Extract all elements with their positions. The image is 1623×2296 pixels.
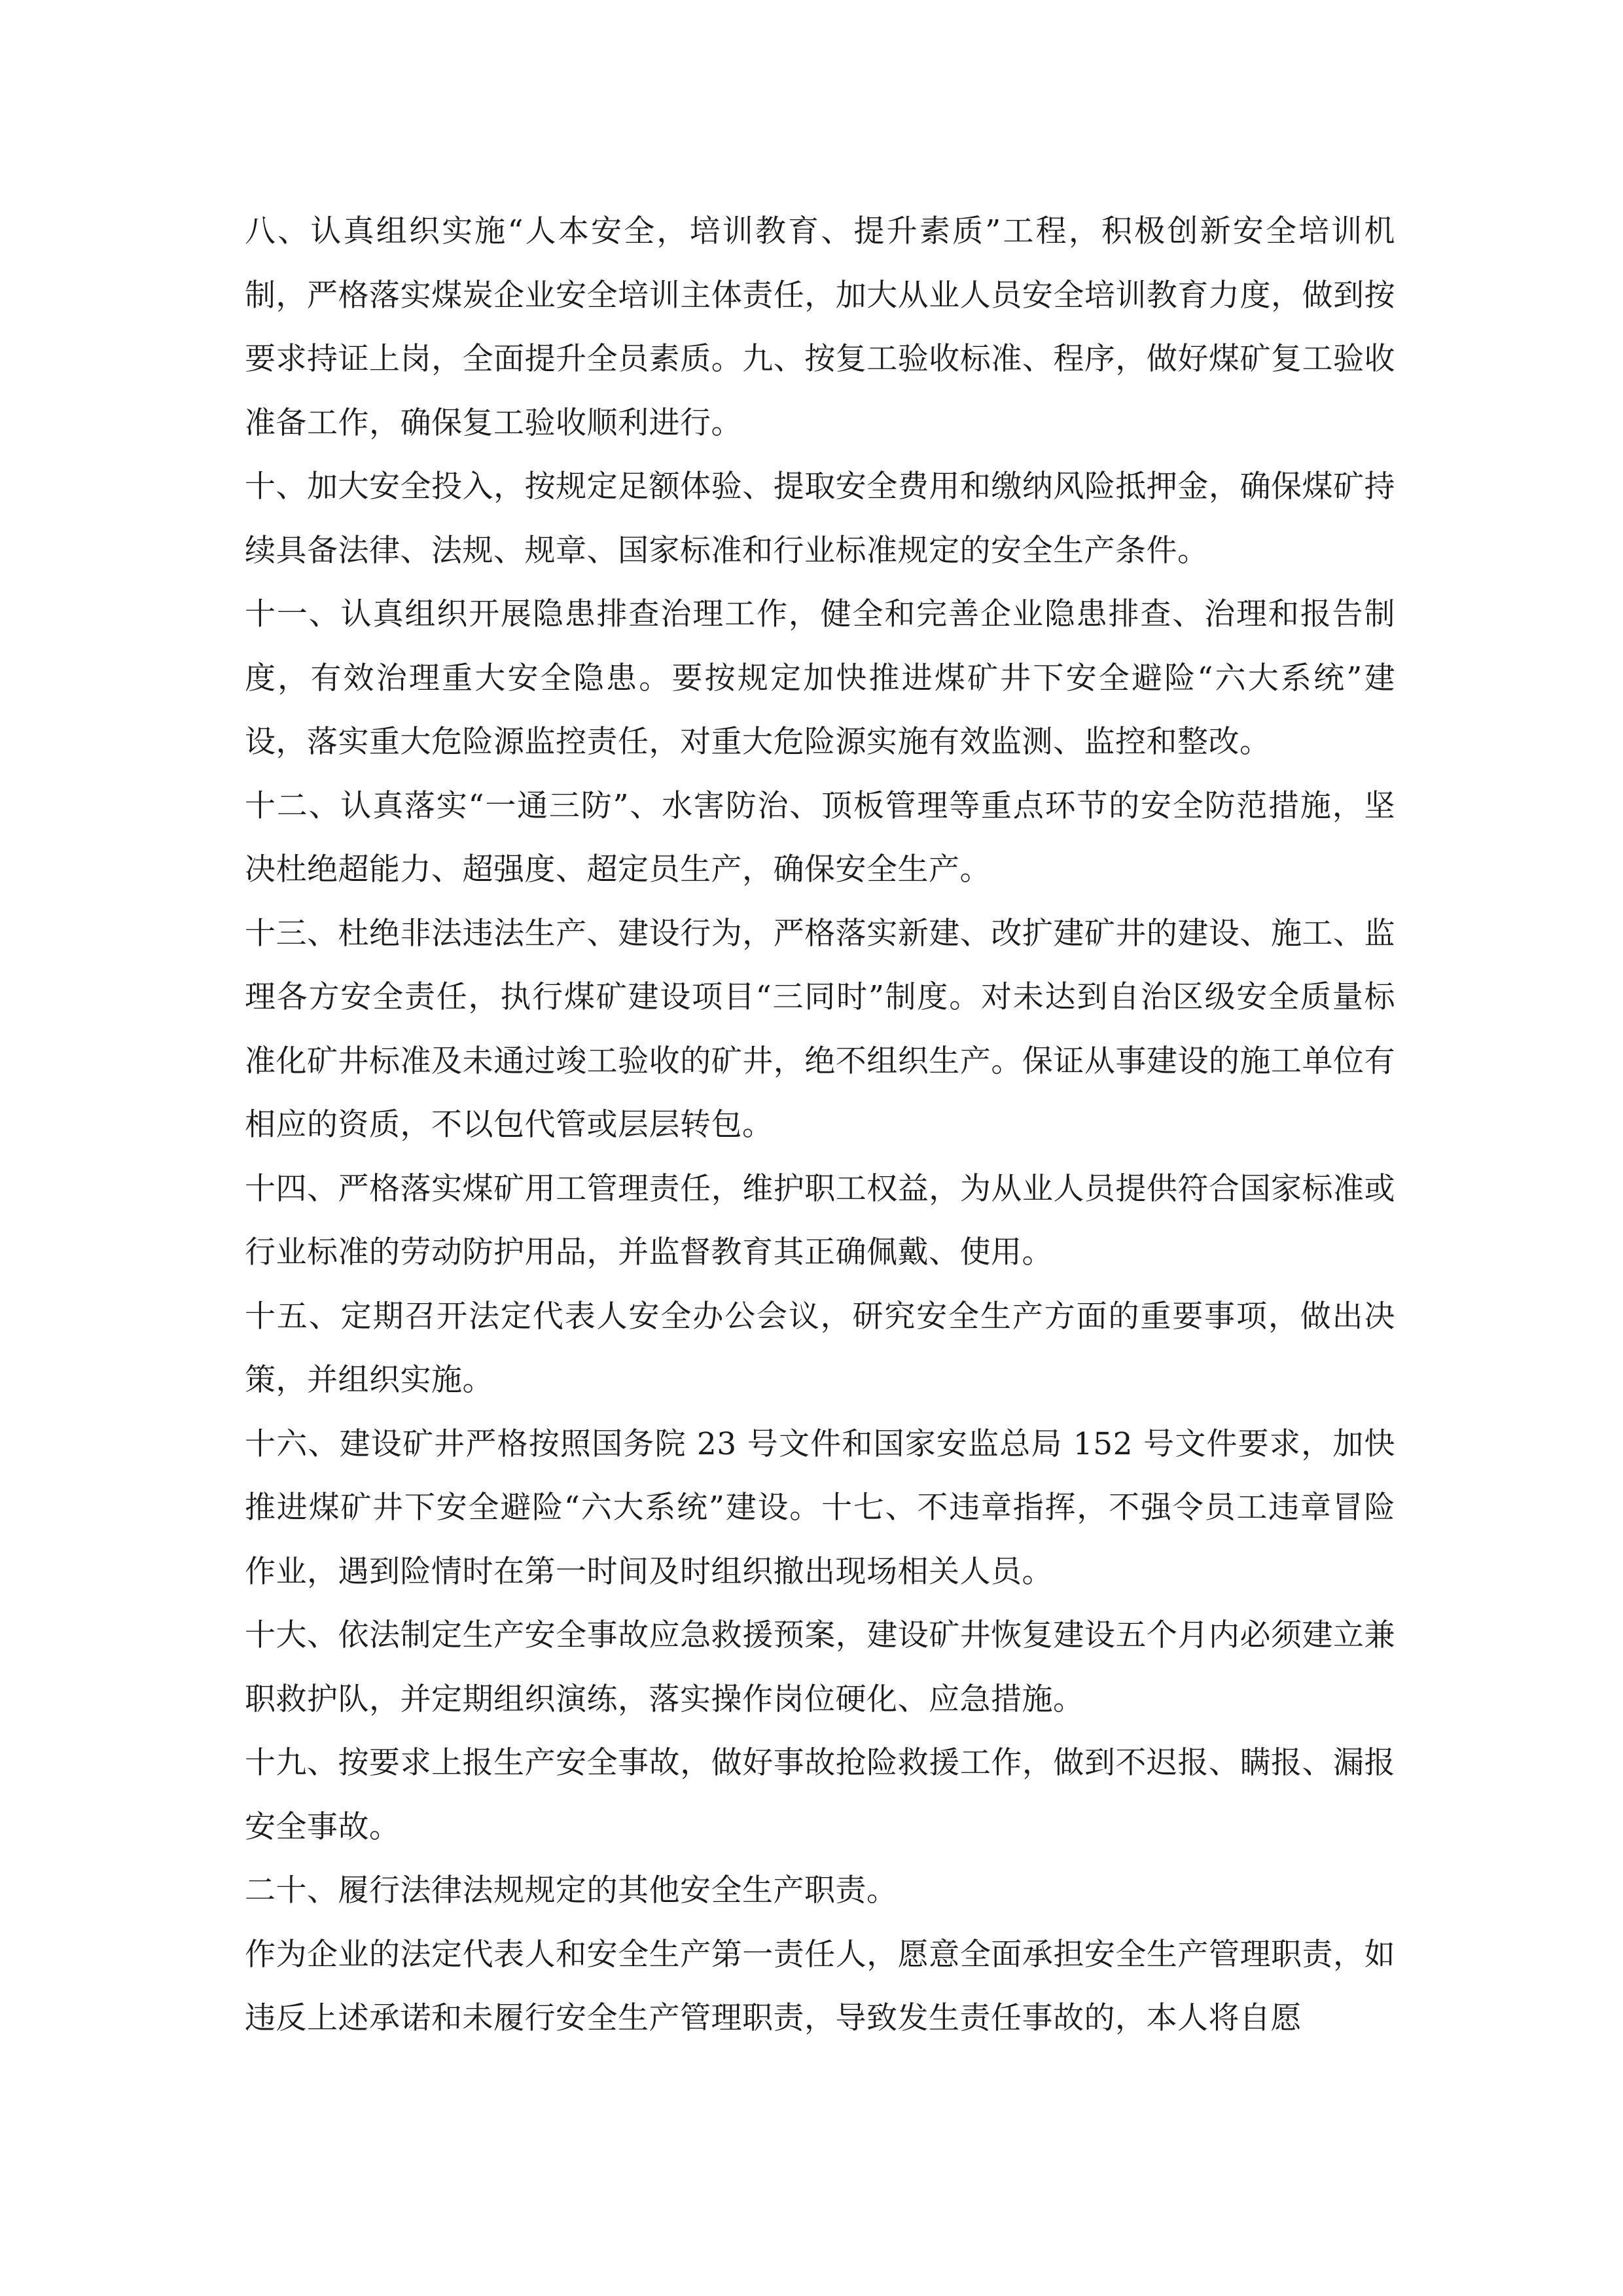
paragraph-item-16-17: 十六、建设矿井严格按照国务院 23 号文件和国家安监总局 152 号文件要求，加快推进煤矿井下安全避险“六大系统”建设。十七、不违章指挥，不强令员工违章冒险作业，遇到险情时在第一时间及时组织撤出现场相关人员。 (245, 1426, 1395, 1590)
paragraph-item-14: 十四、严格落实煤矿用工管理责任，维护职工权益，为从业人员提供符合国家标准或行业标准的劳动防护用品，并监督教育其正确佩戴、使用。 (245, 1170, 1395, 1270)
paragraph-item-8-9: 八、认真组织实施“人本安全，培训教育、提升素质”工程，积极创新安全培训机制，严格落实煤炭企业安全培训主体责任，加大从业人员安全培训教育力度，做到按要求持证上岗，全面提升全员素质。九、按复工验收标准、程序，做好煤矿复工验收准备工作，确保复工验收顺利进行。 (245, 213, 1395, 441)
document-body (245, 200, 1395, 2051)
paragraph-item-13: 十三、杜绝非法违法生产、建设行为，严格落实新建、改扩建矿井的建设、施工、监理各方安全责任，执行煤矿建设项目“三同时”制度。对未达到自治区级安全质量标准化矿井标准及未通过竣工验收的矿井，绝不组织生产。保证从事建设的施工单位有相应的资质，不以包代管或层层转包。 (245, 915, 1395, 1143)
paragraph-commitment: 作为企业的法定代表人和安全生产第一责任人，愿意全面承担安全生产管理职责，如违反上述承诺和未履行安全生产管理职责，导致发生责任事故的，本人将自愿 (245, 1936, 1395, 2036)
paragraph-item-20: 二十、履行法律法规规定的其他安全生产职责。 (245, 1873, 898, 1909)
paragraph-item-11: 十一、认真组织开展隐患排查治理工作，健全和完善企业隐患排查、治理和报告制度，有效治理重大安全隐患。要按规定加快推进煤矿井下安全避险“六大系统”建设，落实重大危险源监控责任，对重大危险源实施有效监测、监控和整改。 (245, 596, 1395, 760)
paragraph-item-19: 十九、按要求上报生产安全事故，做好事故抢险救援工作，做到不迟报、瞒报、漏报安全事故。 (245, 1745, 1395, 1845)
paragraph-item-15: 十五、定期召开法定代表人安全办公会议，研究安全生产方面的重要事项，做出决策，并组织实施。 (245, 1298, 1395, 1398)
paragraph-item-18: 十大、依法制定生产安全事故应急救援预案，建设矿井恢复建设五个月内必须建立兼职救护队，并定期组织演练，落实操作岗位硬化、应急措施。 (245, 1617, 1395, 1717)
paragraph-item-10: 十、加大安全投入，按规定足额体验、提取安全费用和缴纳风险抵押金，确保煤矿持续具备法律、法规、规章、国家标准和行业标准规定的安全生产条件。 (245, 469, 1395, 569)
paragraph-item-12: 十二、认真落实“一通三防”、水害防治、顶板管理等重点环节的安全防范措施，坚决杜绝超能力、超强度、超定员生产，确保安全生产。 (245, 787, 1395, 888)
